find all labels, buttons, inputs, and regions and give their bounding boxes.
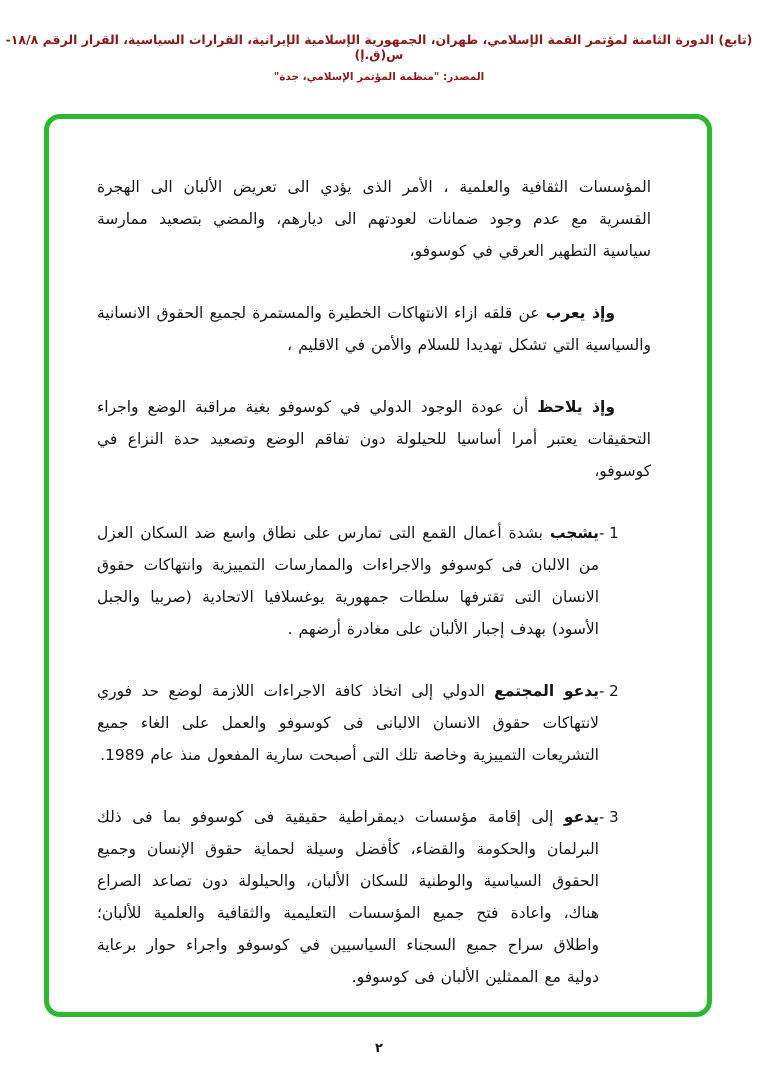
item-text [97, 801, 599, 993]
paragraph-expressing-concern [97, 297, 651, 361]
item-lead: يدعو [563, 808, 599, 826]
paragraph-text: المؤسسات الثقافية والعلمية ، الأمر الذى يؤدي الى تعريض الألبان الى الهجرة القسرية مع عدم وجود ضمانات لعودتهم الى ديارهم، والمضي بتصعيد ممارسة سياسية التطهير العرقي في كوسوفو، [97, 178, 651, 260]
item-number: - 3 [599, 808, 619, 826]
item-body: إلى إقامة مؤسسات ديمقراطية حقيقية فى كوسوفو بما فى ذلك البرلمان والحكومة والقضاء، كأفضل وسيلة لحماية حقوق الإنسان وجميع الحقوق السياسية والوطنية للسكان الألبان، والحيلولة دون تصاعد الصراع هناك، واعادة فتح جميع المؤسسات التعليمية والثقافية والعلمية للألبان؛ واطلاق سراح جميع السجناء السياسيين في كوسوفو واجراء حوار برعاية دولية مع الممثلين الألبان فى كوسوفو. [97, 808, 599, 986]
page-number: ٢ [375, 1041, 383, 1056]
document-header [0, 32, 758, 83]
item-body: بشدة أعمال القمع التى تمارس على نطاق واسع ضد السكان العزل من الالبان فى كوسوفو والاجراءات والممارسات التمييزية وانتهاكات حقوق الانسان التى تقترفها سلطات جمهورية يوغسلافيا الاتحادية (صربيا والجبل الأسود) بهدف إجبار الألبان على مغادرة أرضهم . [97, 524, 599, 638]
paragraph-continuation [97, 171, 651, 267]
item-lead: يشجب [549, 524, 599, 542]
item-text [97, 675, 599, 771]
resolution-item-3 [97, 801, 651, 993]
resolution-item-1 [97, 517, 651, 645]
item-lead: يدعو المجتمع [494, 682, 599, 700]
item-text [97, 517, 599, 645]
item-body: الدولي إلى اتخاذ كافة الاجراءات اللازمة لوضع حد فوري لانتهاكات حقوق الانسان الالبانى فى كوسوفو والعمل على الغاء جميع التشريعات التمييزية وخاصة تلك التى أصبحت سارية المفعول منذ عام 1989. [97, 682, 599, 764]
paragraph-noting [97, 391, 651, 487]
header-title: (تابع) الدورة الثامنة لمؤتمر القمة الإسلامي، طهران، الجمهورية الإسلامية الإيرانية، القرارات السياسية، القرار الرقم ١٨/٨-س(ق.إ) [5, 32, 753, 62]
document-body-frame [44, 114, 712, 1017]
resolution-item-2 [97, 675, 651, 771]
paragraph-lead: وإذ يعرب [545, 304, 615, 322]
header-source: المصدر: "منظمة المؤتمر الإسلامي، جدة" [273, 71, 485, 83]
paragraph-lead: وإذ يلاحظ [537, 398, 615, 416]
item-number: - 2 [599, 682, 619, 700]
paragraph-text: عن قلقه ازاء الانتهاكات الخطيرة والمستمرة لجميع الحقوق الانسانية والسياسية التي تشكل تهديدا للسلام والأمن في الاقليم ، [97, 304, 651, 354]
item-number: - 1 [599, 524, 619, 542]
paragraph-text: أن عودة الوجود الدولي في كوسوفو بغية مراقبة الوضع واجراء التحقيقات يعتبر أمرا أساسيا للحيلولة دون تفاقم الوضع وتصعيد حدة النزاع في كوسوفو، [97, 398, 651, 480]
